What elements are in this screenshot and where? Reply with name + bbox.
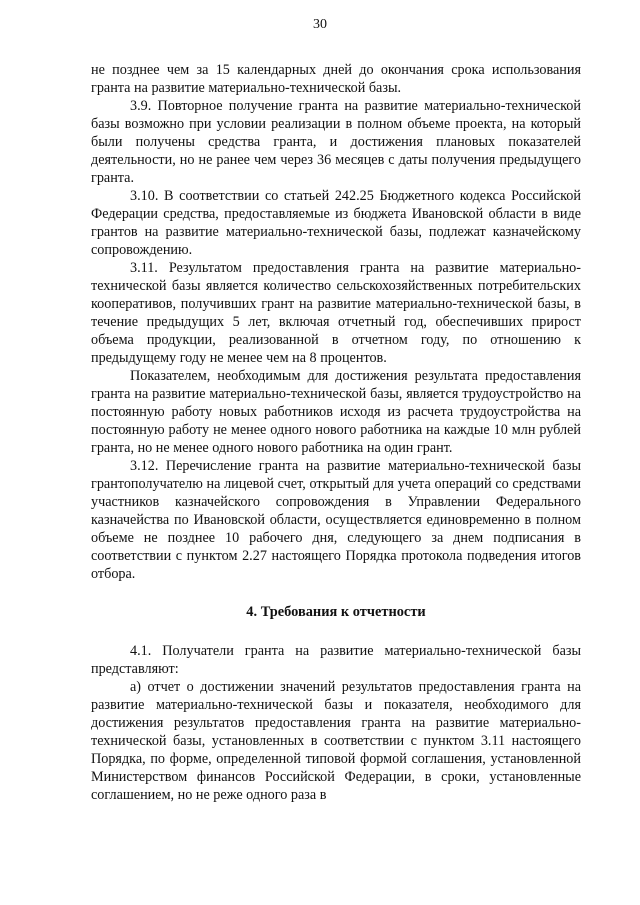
paragraph-continuation: не позднее чем за 15 календарных дней до окончания срока использования гранта на развитие материально-технической базы.	[91, 62, 581, 96]
paragraph-3-11: 3.11. Результатом предоставления гранта на развитие материально-технической базы является количество сельскохозяйственных потребительских кооперативов, получивших грант на развитие материально-технической базы, в течение предыдущих 5 лет, включая отчетный год, обеспечивших прирост объема продукции, реализованной в отчетном году, по отношению к предыдущему году не менее чем на 8 процентов.	[91, 260, 581, 366]
page-number: 30	[313, 17, 327, 32]
paragraph-4-1: 4.1. Получатели гранта на развитие материально-технической базы представляют:	[91, 643, 581, 677]
section-heading: 4. Требования к отчетности	[246, 604, 426, 620]
paragraph-3-10: 3.10. В соответствии со статьей 242.25 Бюджетного кодекса Российской Федерации средства, предоставляемые из бюджета Ивановской области в виде грантов на развитие материально-технической базы, подлежат казначейскому сопровождению.	[91, 188, 581, 258]
paragraph-3-9: 3.9. Повторное получение гранта на развитие материально-технической базы возможно при условии реализации в полном объеме проекта, на который были получены средства гранта, и достижения плановых показателей деятельности, но не ранее чем через 36 месяцев с даты получения предыдущего гранта.	[91, 98, 581, 186]
document-body	[91, 61, 581, 804]
paragraph-3-12: 3.12. Перечисление гранта на развитие материально-технической базы грантополучателю на лицевой счет, открытый для учета операций со средствами участников казначейского сопровождения в Управлении Федерального казначейства по Ивановской области, осуществляется единовременно в полном объеме не позднее 10 рабочего дня, следующего за днем подписания в соответствии с пунктом 2.27 настоящего Порядка протокола подведения итогов отбора.	[91, 458, 581, 582]
paragraph-4-1-a: а) отчет о достижении значений результатов предоставления гранта на развитие материально-технической базы и показателя, необходимого для достижения результатов предоставления гранта на развитие материально-технической базы, установленных в соответствии с пунктом 3.11 настоящего Порядка, по форме, определенной типовой формой соглашения, установленной Министерством финансов Российской Федерации, в сроки, установленные соглашением, но не реже одного раза в	[91, 679, 581, 803]
paragraph-indicator: Показателем, необходимым для достижения результата предоставления гранта на развитие материально-технической базы, является трудоустройство на постоянную работу новых работников исходя из расчета трудоустройства на постоянную работу не менее одного нового работника на каждые 10 млн рублей гранта, но не менее одного нового работника на один грант.	[91, 368, 581, 456]
